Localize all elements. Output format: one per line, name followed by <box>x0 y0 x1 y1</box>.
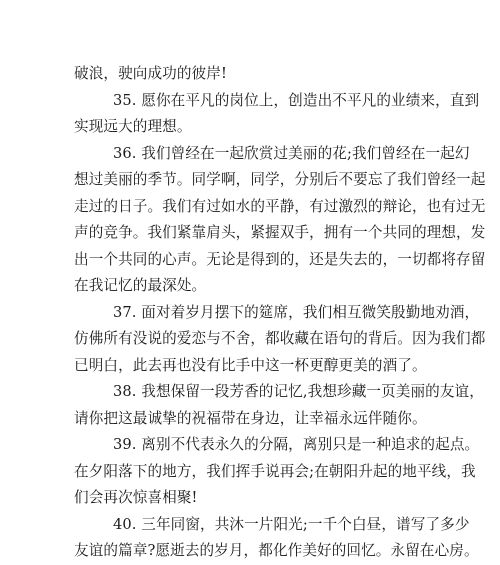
text-line: 40. 三年同窗，共沐一片阳光;一千个白昼，谱写了多少 <box>113 516 470 533</box>
text-line: 实现远大的理想。 <box>74 118 192 135</box>
text-line: 35. 愿你在平凡的岗位上，创造出不平凡的业绩来，直到 <box>113 92 480 109</box>
text-line: 39. 离别不代表永久的分隔，离别只是一种追求的起点。 <box>113 436 480 453</box>
text-line: 走过的日子。我们有过如水的平静，有过激烈的辩论，也有过无 <box>74 198 486 215</box>
text-line: 们会再次惊喜相聚! <box>74 489 198 506</box>
text-line: 出一个共同的心声。无论是得到的，还是失去的，一切都将存留 <box>74 251 486 268</box>
text-line: 仿佛所有没说的爱恋与不舍，都收藏在语句的背后。因为我们都 <box>74 330 486 347</box>
text-line: 37. 面对着岁月摆下的筵席，我们相互微笑殷勤地劝酒， <box>113 304 480 321</box>
text-line: 声的竞争。我们紧靠肩头，紧握双手，拥有一个共同的理想，发 <box>74 224 486 241</box>
text-line: 在我记忆的最深处。 <box>74 277 207 294</box>
text-line: 已明白，此去再也没有比手中这一杯更醇更美的酒了。 <box>74 357 427 374</box>
text-line: 想过美丽的季节。同学啊，同学，分别后不要忘了我们曾经一起 <box>74 171 486 188</box>
text-line: 38. 我想保留一段芳香的记忆,我想珍藏一页美丽的友谊， <box>113 383 484 400</box>
text-line: 36. 我们曾经在一起欣赏过美丽的花;我们曾经在一起幻 <box>113 145 470 162</box>
text-line: 在夕阳落下的地方，我们挥手说再会;在朝阳升起的地平线，我 <box>74 463 476 480</box>
text-line: 破浪，驶向成功的彼岸! <box>74 65 227 82</box>
text-line: 友谊的篇章?愿逝去的岁月，都化作美好的回忆。永留在心房。 <box>74 542 479 559</box>
text-line: 请你把这最诚挚的祝福带在身边，让幸福永远伴随你。 <box>74 410 427 427</box>
